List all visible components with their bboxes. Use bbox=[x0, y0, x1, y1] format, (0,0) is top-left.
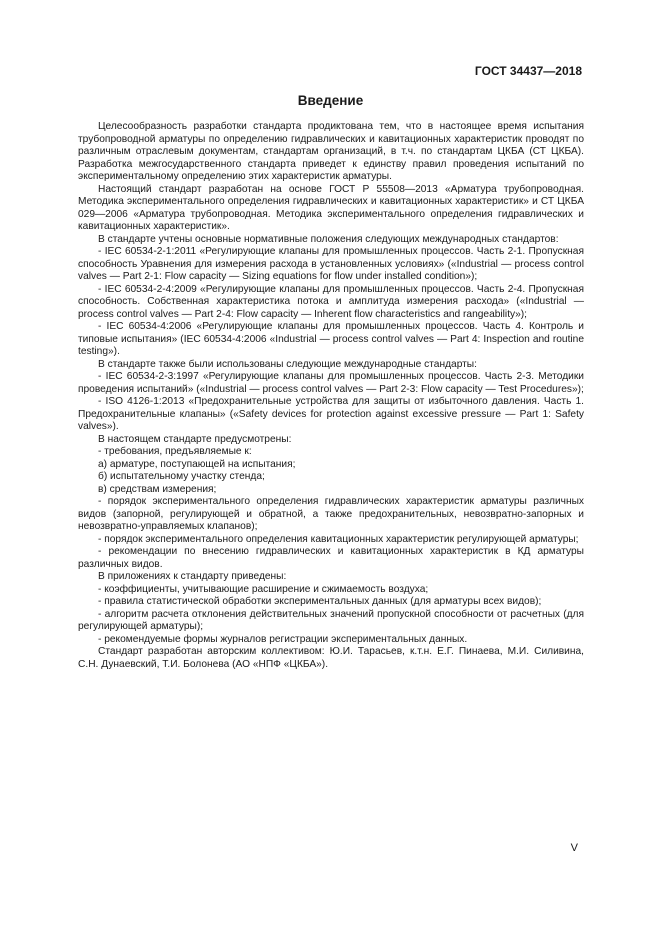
list-item: - IEC 60534-2-1:2011 «Регулирующие клапаны для промышленных процессов. Часть 2-1. Пропускная способность Уравнения для измерения расхода в установленных условиях» («Industrial — process control valves — Part 2-1: Flow capacity — Sizing equations for flow under installed condition»); bbox=[78, 246, 584, 282]
list-item: - IEC 60534-2-3:1997 «Регулирующие клапаны для промышленных процессов. Часть 2-3. Методики проведения испытаний» («Industrial — process control valves — Part 2-3: Flow capacity — Test Procedures»); bbox=[78, 371, 584, 395]
list-item: - правила статистической обработки экспериментальных данных (для арматуры всех видов); bbox=[98, 596, 542, 607]
paragraph: В стандарте также были использованы следующие международные стандарты: bbox=[98, 358, 477, 370]
paragraph: Целесообразность разработки стандарта продиктована тем, что в настоящее время испытания трубопроводной арматуры по определению гидравлических и кавитационных характеристик проводят по различным отраслевым документам, стандартам организаций, в т.ч. по стандартам ЦКБА (СТ ЦКБА). Разработка межгосударственного стандарта приведет к единству правил проведения испытаний по экспериментальному определению этих характеристик арматуры. bbox=[78, 121, 584, 182]
section-title: Введение bbox=[297, 93, 364, 108]
paragraph: В стандарте учтены основные нормативные положения следующих международных стандартов: bbox=[98, 233, 559, 245]
list-item: - рекомендуемые формы журналов регистрации экспериментальных данных. bbox=[98, 633, 468, 645]
list-item: - IEC 60534-2-4:2009 «Регулирующие клапаны для промышленных процессов. Часть 2-4. Пропускная способность. Собственная характеристика потока и амплитуда измерения расхода» («Industrial — process control valves — Part 2-4: Flow capacity — Inherent flow characteristics and rangeability»); bbox=[78, 283, 584, 320]
paragraph: В настоящем стандарте предусмотрены: bbox=[98, 433, 292, 445]
standard-code: ГОСТ 34437—2018 bbox=[474, 64, 582, 78]
list-item: - требования, предъявляемые к: bbox=[98, 446, 252, 457]
sub-list-item: б) испытательному участку стенда; bbox=[98, 471, 265, 482]
list-item: - коэффициенты, учитывающие расширение и сжимаемость воздуха; bbox=[98, 583, 429, 595]
paragraph: Стандарт разработан авторским коллективом: Ю.И. Тарасьев, к.т.н. Е.Г. Пинаева, М.И. Силивина, С.Н. Дунаевский, Т.И. Болонева (АО «НПФ «ЦКБА»). bbox=[78, 646, 584, 670]
list-item: - порядок экспериментального определения гидравлических характеристик арматуры различных видов (запорной, регулирующей и обратной, а также предохранительных, невозвратно-запорных и невозвратно-управляемых клапанов); bbox=[78, 496, 584, 532]
list-item: - ISO 4126-1:2013 «Предохранительные устройства для защиты от избыточного давления. Часть 1. Предохранительные клапаны» («Safety devices for protection against excessive pressure — Part 1: Safety valves»). bbox=[78, 396, 584, 432]
body-text bbox=[78, 121, 584, 671]
paragraph: Настоящий стандарт разработан на основе ГОСТ Р 55508—2013 «Арматура трубопроводная. Методика экспериментального определения гидравлических и кавитационных характеристик» и СТ ЦКБА 029—2006 «Арматура трубопроводная. Методика экспериментального определения гидравлических и кавитационных характеристик». bbox=[78, 183, 584, 232]
list-item: - IEC 60534-4:2006 «Регулирующие клапаны для промышленных процессов. Часть 4. Контроль и типовые испытания» (IEC 60534-4:2006 «Industrial — process control valves — Part 4: Inspection and routine testing»). bbox=[78, 321, 584, 357]
list-item: - порядок экспериментального определения кавитационных характеристик регулирующей арматуры; bbox=[98, 533, 579, 545]
sub-list-item: а) арматуре, поступающей на испытания; bbox=[98, 458, 296, 470]
sub-list-item: в) средствам измерения; bbox=[98, 483, 217, 495]
page-number: V bbox=[570, 842, 578, 854]
paragraph: В приложениях к стандарту приведены: bbox=[98, 571, 287, 582]
list-item: - алгоритм расчета отклонения действительных значений пропускной способности от расчетных (для регулирующей арматуры); bbox=[78, 608, 584, 632]
list-item: - рекомендации по внесению гидравлических и кавитационных характеристик в КД арматуры различных видов. bbox=[78, 546, 584, 570]
